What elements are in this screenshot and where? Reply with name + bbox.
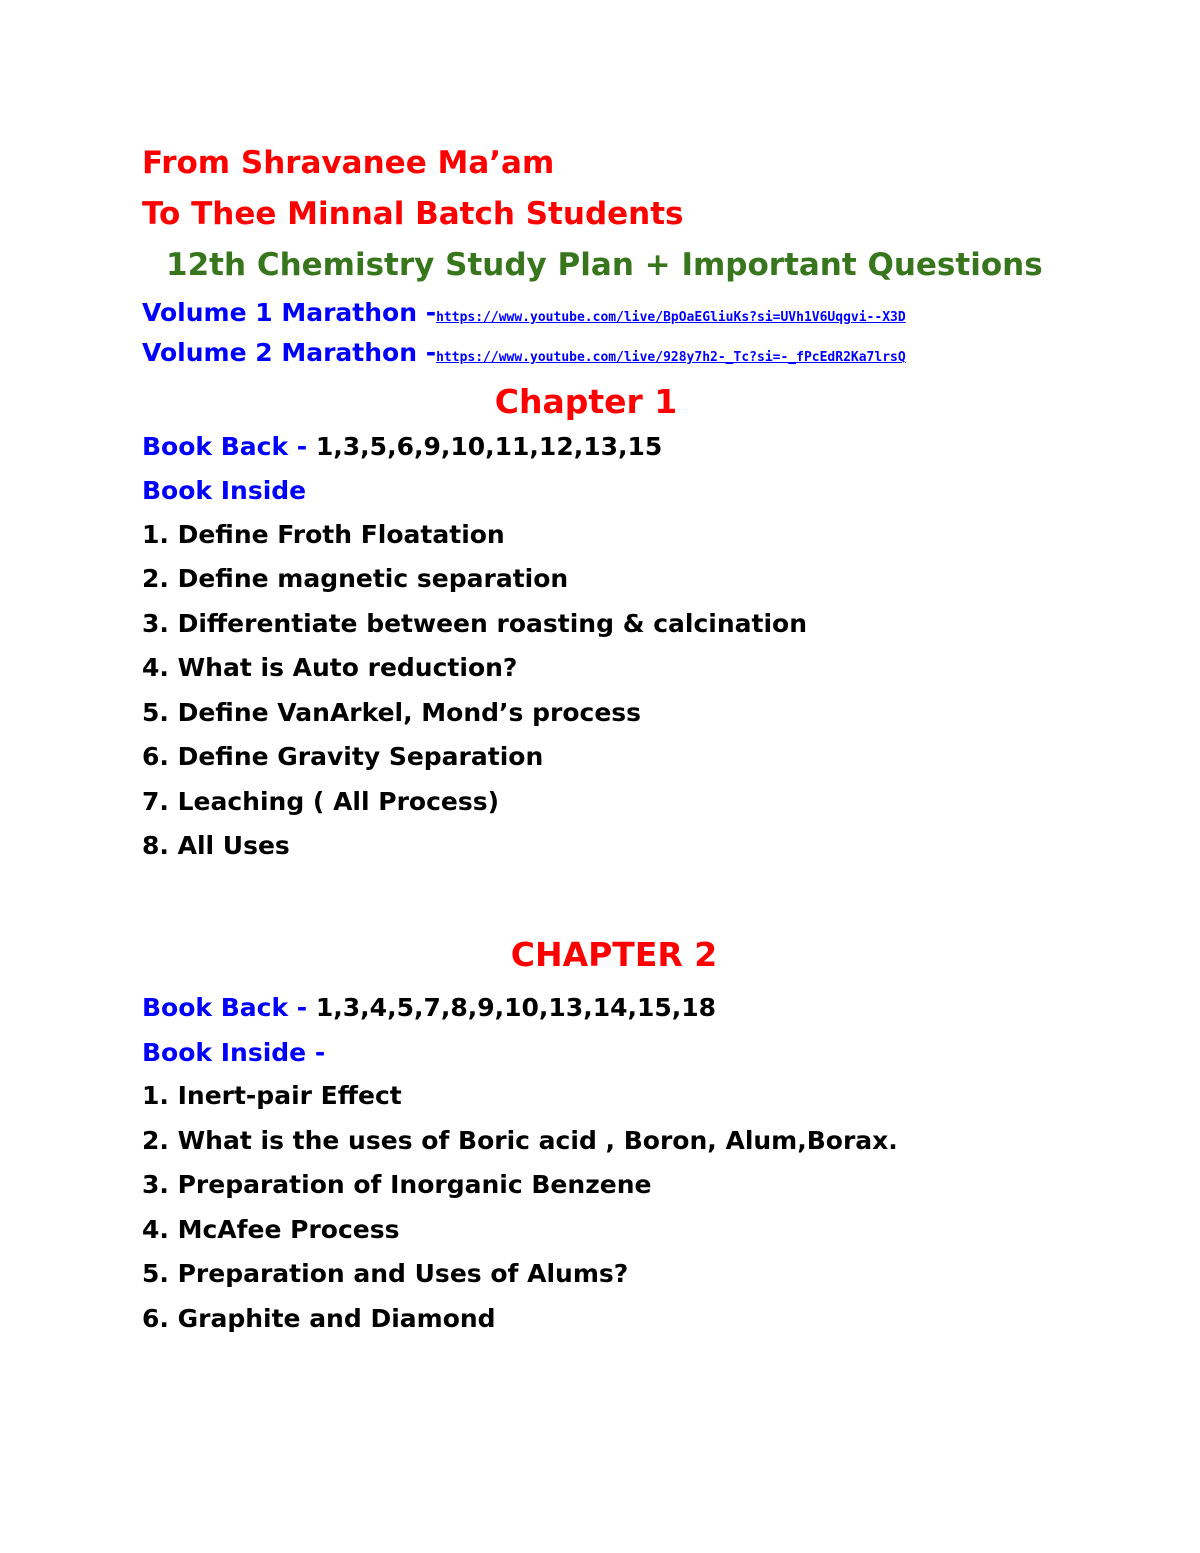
list-item: 4. What is Auto reduction? [142, 653, 518, 682]
volume-2-marathon [142, 340, 906, 365]
volume-2-label: Volume 2 Marathon - [142, 338, 437, 367]
chapter-2-book-inside: Book Inside - [142, 1038, 326, 1067]
list-item: 2. Define magnetic separation [142, 564, 569, 593]
list-item: 4. McAfee Process [142, 1215, 400, 1244]
list-item: 8. All Uses [142, 831, 290, 860]
volume-1-marathon [142, 300, 906, 325]
book-back-values: 1,3,5,6,9,10,11,12,13,15 [315, 432, 663, 461]
chapter-2-book-back [142, 995, 716, 1020]
book-back-label: Book Back - [142, 993, 316, 1022]
book-back-values: 1,3,4,5,7,8,9,10,13,14,15,18 [315, 993, 717, 1022]
chapter-1-book-back [142, 434, 662, 459]
list-item: 3. Preparation of Inorganic Benzene [142, 1170, 652, 1199]
header-from: From Shravanee Ma’am [142, 145, 555, 181]
volume-2-link[interactable]: https://www.youtube.com/live/928y7h2-_Tc?si=-_fPcEdR2Ka7lrsQ [436, 350, 906, 365]
chapter-2-title: CHAPTER 2 [510, 935, 718, 974]
list-item: 6. Graphite and Diamond [142, 1304, 496, 1333]
header-to: To Thee Minnal Batch Students [142, 196, 684, 232]
list-item: 3. Differentiate between roasting & calcination [142, 609, 808, 638]
list-item: 7. Leaching ( All Process) [142, 787, 500, 816]
list-item: 5. Preparation and Uses of Alums? [142, 1259, 629, 1288]
book-back-label: Book Back - [142, 432, 316, 461]
list-item: 2. What is the uses of Boric acid , Boron, Alum,Borax. [142, 1126, 898, 1155]
volume-1-label: Volume 1 Marathon - [142, 298, 437, 327]
list-item: 6. Define Gravity Separation [142, 742, 544, 771]
list-item: 1. Define Froth Floatation [142, 520, 505, 549]
list-item: 5. Define VanArkel, Mond’s process [142, 698, 642, 727]
chapter-1-title: Chapter 1 [494, 382, 678, 421]
header-plan-title: 12th Chemistry Study Plan + Important Questions [166, 247, 1043, 283]
list-item: 1. Inert-pair Effect [142, 1081, 402, 1110]
volume-1-link[interactable]: https://www.youtube.com/live/BpOaEGliuKs?si=UVh1V6Uqgvi--X3D [436, 310, 906, 325]
chapter-1-book-inside: Book Inside [142, 476, 307, 505]
